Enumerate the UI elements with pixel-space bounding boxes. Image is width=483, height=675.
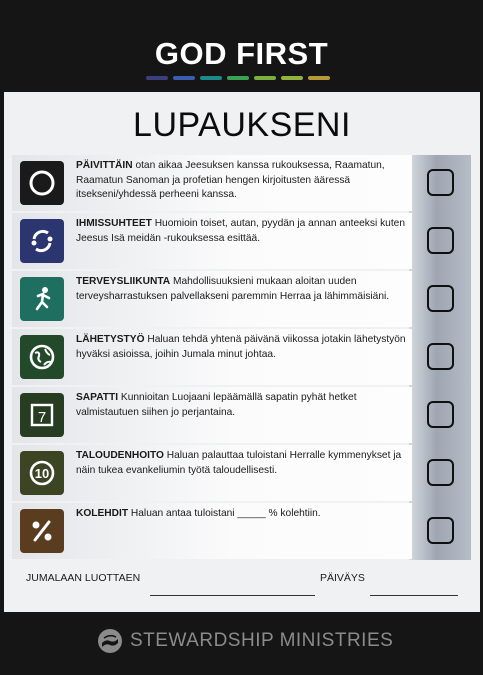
svg-text:7: 7 xyxy=(37,409,47,426)
pledge-checkbox[interactable] xyxy=(427,169,454,196)
pledge-checkbox[interactable] xyxy=(427,285,454,312)
date-label: PÄIVÄYS xyxy=(320,572,365,584)
pledge-item-description: Haluan palauttaa tuloistani Herralle kymmenykset ja näin tukea evankeliumin työtä taloudellisesti. xyxy=(76,450,402,476)
pledge-item xyxy=(12,329,482,385)
pledge-item-description: otan aikaa Jeesuksen kanssa rukouksessa, Raamatun, Raamatun Sanoman ja profetian hengen kirjoitusten ääressä itsekseni/yhdessä perheeni kanssa. xyxy=(76,160,385,200)
pledge-checkbox[interactable] xyxy=(427,517,454,544)
pledge-item-description: Haluan antaa tuloistani _____ % kolehtiin. xyxy=(128,508,321,519)
pledge-item-label: SAPATTI xyxy=(76,392,119,403)
pledge-checkbox[interactable] xyxy=(427,227,454,254)
color-bar xyxy=(308,76,330,80)
pledge-item-text xyxy=(76,507,406,522)
pledge-item-text xyxy=(76,391,406,420)
pledge-item xyxy=(12,155,482,211)
color-bar xyxy=(254,76,276,80)
pledge-item-text xyxy=(76,159,406,203)
color-bar xyxy=(227,76,249,80)
signature-field[interactable] xyxy=(150,583,315,596)
svg-text:10: 10 xyxy=(34,466,50,481)
pledge-item xyxy=(12,503,482,559)
pledge-item xyxy=(12,213,482,269)
trust-label: JUMALAAN LUOTTAEN xyxy=(26,572,141,584)
pledge-item xyxy=(12,445,482,501)
color-bar xyxy=(173,76,195,80)
relationships-icon xyxy=(20,219,64,263)
percent-icon xyxy=(20,509,64,553)
page-title: LUPAUKSENI xyxy=(133,106,351,144)
tithe-ten-icon xyxy=(20,451,64,495)
pledge-checkbox[interactable] xyxy=(427,343,454,370)
pledge-item xyxy=(12,387,482,443)
date-field[interactable] xyxy=(370,583,458,596)
header-title: GOD FIRST xyxy=(154,36,329,71)
pledge-checkbox[interactable] xyxy=(427,459,454,486)
pledge-item-label: LÄHETYSTYÖ xyxy=(76,334,145,345)
pledge-item-label: KOLEHDIT xyxy=(76,508,129,519)
pledge-item-text xyxy=(76,275,406,304)
globe-icon xyxy=(20,335,64,379)
color-bar xyxy=(146,76,168,80)
pledge-panel xyxy=(4,92,480,612)
header xyxy=(0,0,483,92)
pledge-item-text xyxy=(76,217,406,246)
stewardship-logo-icon xyxy=(96,627,124,655)
pledge-item-label: TERVEYSLIIKUNTA xyxy=(76,276,171,287)
pledge-item-label: TALOUDENHOITO xyxy=(76,450,164,461)
brand-name: STEWARDSHIP MINISTRIES xyxy=(130,630,394,651)
pledge-item-label: IHMISSUHTEET xyxy=(76,218,152,229)
pledge-checkbox[interactable] xyxy=(427,401,454,428)
color-bar xyxy=(281,76,303,80)
pledge-item-label: PÄIVITTÄIN xyxy=(76,160,133,171)
color-bar xyxy=(200,76,222,80)
pledge-item-text xyxy=(76,449,406,478)
pledge-item-description: Mahdollisuuksieni mukaan aloitan uuden terveysharrastuksen palvellakseni paremmin Herraa ja lähimmäisiäni. xyxy=(76,276,390,302)
pledge-item xyxy=(12,271,482,327)
pledge-item-description: Haluan tehdä yhtenä päivänä viikossa jotakin lähetystyön hyväksi asioissa, joihin Jumala minut johtaa. xyxy=(76,334,406,360)
pledge-item-text xyxy=(76,333,406,362)
pledge-item-description: Kunnioitan Luojaani lepäämällä sapatin pyhät hetket valmistautuen siihen jo perjantaina. xyxy=(76,392,357,418)
footer-brand xyxy=(0,612,483,675)
running-person-icon xyxy=(20,277,64,321)
calendar-seven-icon xyxy=(20,393,64,437)
prayer-icon xyxy=(20,161,64,205)
pledge-item-description: Huomioin toiset, autan, pyydän ja annan anteeksi kuten Jeesus Isä meidän -rukouksessa esittää. xyxy=(76,218,406,244)
